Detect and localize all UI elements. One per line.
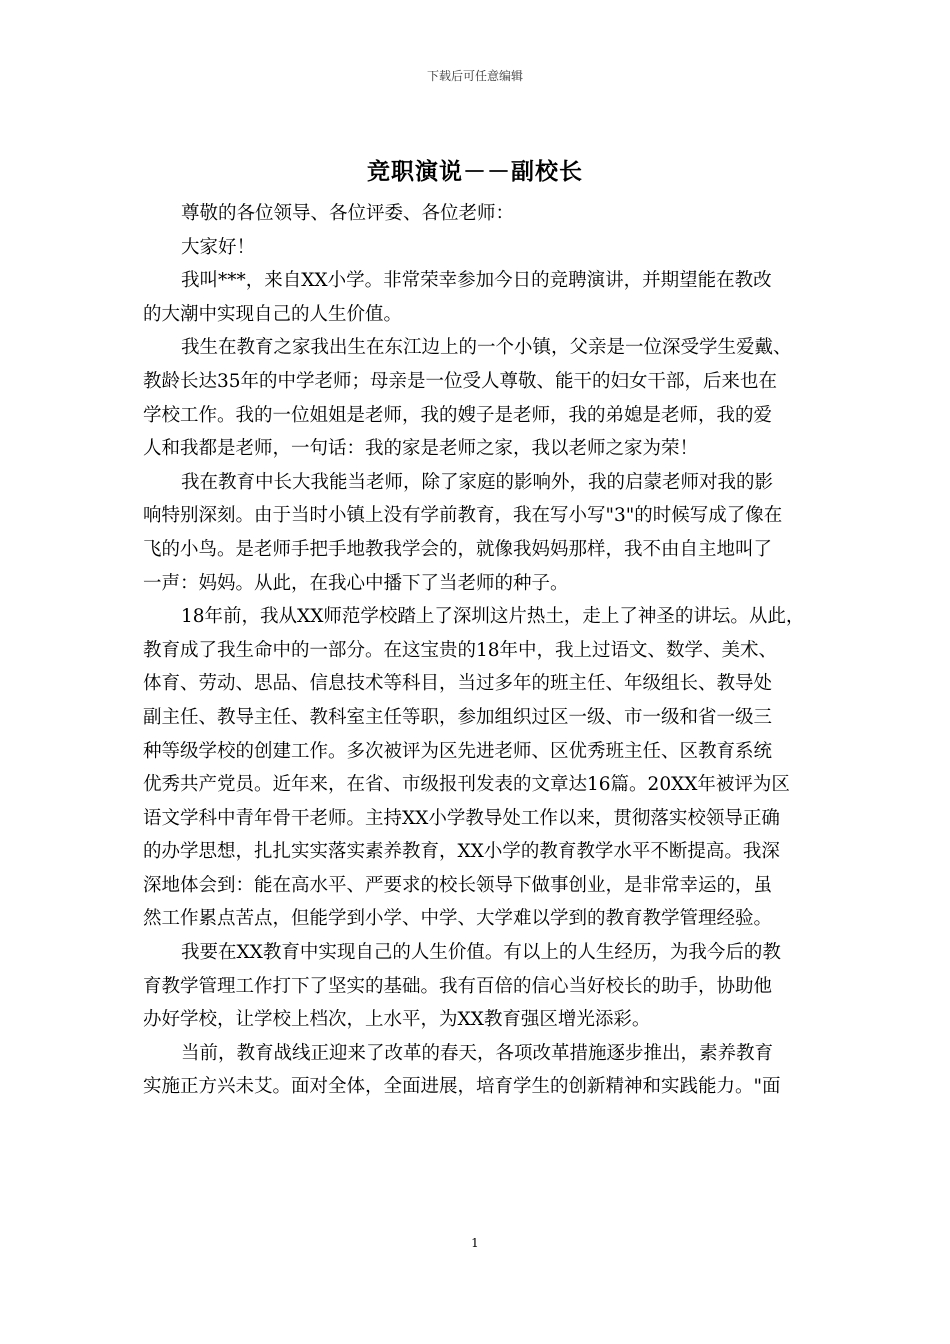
text-line: 育教学管理工作打下了坚实的基础。我有百倍的信心当好校长的助手，协助他 [143,975,773,997]
text-line: 一声：妈妈。从此，在我心中播下了当老师的种子。 [143,572,569,594]
text-line: 教龄长达35年的中学老师；母亲是一位受人尊敬、能干的妇女干部，后来也在 [143,370,778,392]
text-line: 响特别深刻。由于当时小镇上没有学前教育，我在写小写"3"的时候写成了像在 [143,505,783,527]
header-note: 下载后可任意编辑 [426,69,523,83]
text-line: 飞的小鸟。是老师手把手地教我学会的，就像我妈妈那样，我不由自主地叫了 [143,538,773,560]
text-line: 教育成了我生命中的一部分。在这宝贵的18年中，我上过语文、数学、美术、 [143,639,778,661]
text-line: 的大潮中实现自己的人生价值。 [143,303,403,325]
text-line: 学校工作。我的一位姐姐是老师，我的嫂子是老师，我的弟媳是老师，我的爱 [143,404,773,426]
document-title: 竞职演说－－副校长 [367,158,583,185]
text-line: 副主任、教导主任、教科室主任等职，参加组织过区一级、市一级和省一级三 [143,706,773,728]
text-line: 优秀共产党员。近年来，在省、市级报刊发表的文章达16篇。20XX年被评为区 [143,774,790,796]
text-line: 办好学校，让学校上档次，上水平，为XX教育强区增光添彩。 [143,1009,651,1031]
text-line: 当前，教育战线正迎来了改革的春天，各项改革措施逐步推出，素养教育 [181,1042,774,1064]
text-line: 人和我都是老师，一句话：我的家是老师之家，我以老师之家为荣！ [143,438,699,460]
text-line: 大家好！ [181,236,256,258]
page-number: 1 [471,1236,479,1250]
text-line: 我生在教育之家我出生在东江边上的一个小镇，父亲是一位深受学生爱戴、 [181,337,792,359]
text-line: 我在教育中长大我能当老师，除了家庭的影响外，我的启蒙老师对我的影 [181,471,774,493]
text-line: 然工作累点苦点，但能学到小学、中学、大学难以学到的教育教学管理经验。 [143,908,773,930]
text-line: 18年前，我从XX师范学校踏上了深圳这片热土，走上了神圣的讲坛。从此， [181,606,805,628]
text-line: 体育、劳动、思品、信息技术等科目，当过多年的班主任、年级组长、教导处 [143,673,773,695]
text-line: 种等级学校的创建工作。多次被评为区先进老师、区优秀班主任、区教育系统 [143,740,773,762]
text-line: 实施正方兴未艾。面对全体，全面进展，培育学生的创新精神和实践能力。"面 [143,1076,781,1098]
text-line: 我要在XX教育中实现自己的人生价值。有以上的人生经历，为我今后的教 [181,942,781,964]
text-line: 的办学思想，扎扎实实落实素养教育，XX小学的教育教学水平不断提高。我深 [143,841,780,863]
speech-body [143,197,808,1104]
text-line: 尊敬的各位领导、各位评委、各位老师： [181,203,515,224]
text-line: 深地体会到：能在高水平、严要求的校长领导下做事创业，是非常幸运的，虽 [143,874,773,896]
text-line: 我叫***，来自XX小学。非常荣幸参加今日的竞聘演讲，并期望能在教改 [181,270,772,292]
text-line: 语文学科中青年骨干老师。主持XX小学教导处工作以来，贯彻落实校领导正确 [143,807,780,829]
